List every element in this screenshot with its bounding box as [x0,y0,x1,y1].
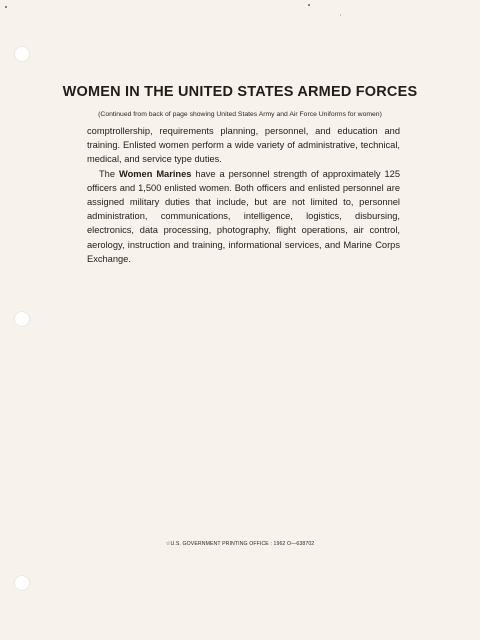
binder-hole-bottom [14,575,30,591]
paper-speck [340,14,341,16]
binder-hole-middle [14,311,30,327]
women-marines-emphasis: Women Marines [118,168,192,179]
paragraph-continued: comptrollership, requirements planning, personnel, and education and training. Enlisted women perform a wide variety of administrative, technical, medical, and service type duties. [87,126,400,165]
paragraph-lead: The [99,168,119,179]
paragraph-rest: have a personnel strength of approximately 125 officers and 1,500 enlisted women. Both officers and enlisted personnel are assigned military duties that include, but are not limited to, personnel administration, communications, intelligence, logistics, disbursing, electronics, data processing, photography, flight operations, air control, aerology, instruction and training, informational services, and Marine Corps Exchange. [87,168,400,264]
printing-office-footer: ☆U.S. GOVERNMENT PRINTING OFFICE : 1962 O—638702 [165,541,315,547]
paragraph-women-marines [87,167,400,266]
page-title: WOMEN IN THE UNITED STATES ARMED FORCES [62,84,418,100]
body-text [87,124,400,266]
binder-hole-top [14,46,30,62]
paper-speck [308,4,310,6]
page-subtitle: (Continued from back of page showing United States Army and Air Force Uniforms for women) [98,111,382,118]
paper-speck [5,6,7,8]
